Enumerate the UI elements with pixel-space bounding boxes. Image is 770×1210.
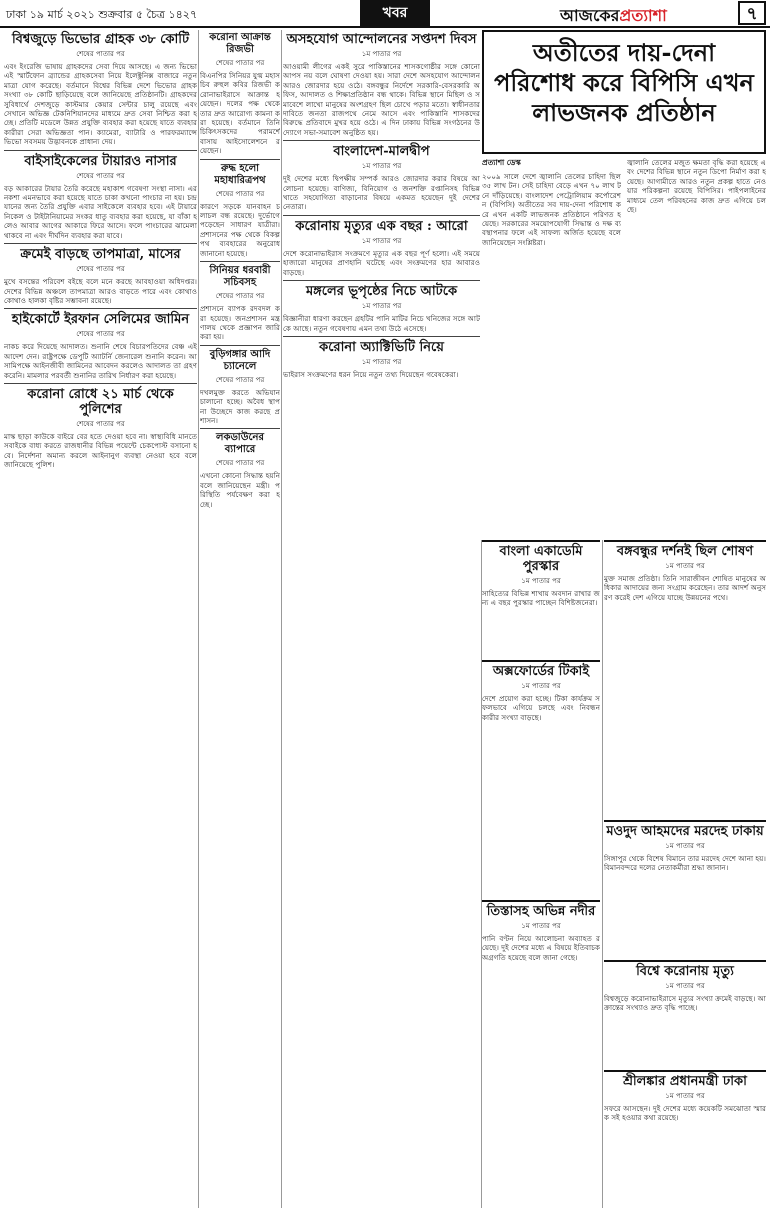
continuation-label: শেষের পাতার পর bbox=[76, 330, 125, 339]
headline-rizvi[interactable]: করোনা আক্রান্ত রিজভী bbox=[209, 32, 271, 55]
newspaper-logo bbox=[560, 3, 667, 30]
article-body: দখলমুক্ত করতে অভিযান চালানো হচ্ছে। অবৈধ স্থাপনা উচ্ছেদে কাজ করছে প্রশাসন। bbox=[200, 387, 280, 425]
headline-mars[interactable]: মঙ্গলের ভূপৃষ্ঠের নিচে আটকে bbox=[283, 280, 480, 299]
continuation-label: ১ম পাতার পর bbox=[665, 982, 705, 990]
article-body: বিএনপির সিনিয়র যুগ্ম মহাসচিব রুহুল কবির রিজভী করোনাভাইরাসে আক্রান্ত হয়েছেন। দলের পক্ষ থেকে তার দ্রুত আরোগ্য কামনা করা হয়েছে। বর্তমানে তিনি চিকিৎসকদের পরামর্শে বাসায় আইসোলেশনে রয়েছেন। bbox=[200, 71, 280, 156]
article-maudud bbox=[604, 820, 766, 962]
headline-irfan[interactable]: হাইকোর্টে ইরফান সেলিমের জামিন bbox=[4, 308, 197, 327]
headline-oxford[interactable]: অক্সফোর্ডের টিকাই bbox=[492, 664, 590, 679]
continuation-label: শেষের পাতার পর bbox=[76, 419, 125, 428]
headline-tista[interactable]: তিস্তাসহ অভিন্ন নদীর bbox=[486, 904, 596, 919]
headline-akademi[interactable]: বাংলা একাডেমি পুরস্কার bbox=[499, 544, 583, 574]
article-body: সফরে আসছেন। দুই দেশের মধ্যে কয়েকটি সমঝোতা স্মারক সই হওয়ার কথা রয়েছে। bbox=[604, 1104, 766, 1123]
continuation-label: শেষের পাতার পর bbox=[76, 50, 125, 58]
column-1 bbox=[4, 30, 197, 1208]
headline-bangabandhu[interactable]: বঙ্গবন্ধুর দর্শনই ছিল শোষণ bbox=[616, 544, 754, 559]
column-2 bbox=[200, 30, 280, 1208]
headline-world-corona[interactable]: বিশ্বে করোনায় মৃত্যু bbox=[636, 964, 734, 979]
article-body: জ্বালানি তেলের মজুত ক্ষমতা বৃদ্ধি করা হয়েছে এবং দেশের বিভিন্ন স্থানে নতুন ডিপো নির্মাণ করা হয়েছে। আগামীতে আরও নতুন প্রকল্প হাতে নেওয়ার পরিকল্পনা রয়েছে বিপিসির। পাইপলাইনের মাধ্যমে তেল পরিবহনের কাজ দ্রুত এগিয়ে চলছে। bbox=[627, 158, 766, 215]
article-body: মুখে বসন্তের পরিবেশ বইছে বলে মনে করছে আবহাওয়া অধিদপ্তর। দেশের বিভিন্ন অঞ্চলে তাপমাত্রা আরও বাড়তে পারে এবং কোথাও কোথাও হালকা বৃষ্টির সম্ভাবনা রয়েছে। bbox=[4, 277, 197, 305]
article-body: সাহিত্যের বিভিন্ন শাখায় অবদান রাখার জন্য এ বছর পুরস্কার পাচ্ছেন বিশিষ্টজনেরা। bbox=[482, 589, 600, 608]
column-divider bbox=[281, 30, 282, 1208]
article-body: প্রশাসনে ব্যাপক রদবদল করা হয়েছে। জনপ্রশাসন মন্ত্রণালয় থেকে প্রজ্ঞাপন জারি করা হয়। bbox=[200, 304, 280, 342]
headline-temperature[interactable]: ক্রমেই বাড়ছে তাপমাত্রা, মাসের bbox=[4, 243, 197, 262]
continuation-label: ১ম পাতার পর bbox=[665, 1092, 705, 1100]
headline-buriganga[interactable]: বুড়িগঙ্গার আদি চ্যানেলে bbox=[200, 345, 280, 373]
column-3 bbox=[283, 30, 480, 1208]
lead-column-left bbox=[482, 158, 621, 538]
continuation-label: ১ম পাতার পর bbox=[361, 162, 402, 171]
lead-headline[interactable]: অতীতের দায়-দেনা পরিশোধ করে বিপিসি এখন লাভজনক প্রতিষ্ঠান bbox=[494, 38, 754, 127]
article-body: দেশে প্রয়োগ করা হচ্ছে। টিকা কার্যক্রম সফলভাবে এগিয়ে চলছে এবং নিবন্ধনকারীর সংখ্যা বাড়ছে। bbox=[482, 694, 600, 722]
headline-vivo[interactable]: বিশ্বজুড়ে ভিভোর গ্রাহক ৩৮ কোটি bbox=[11, 32, 190, 47]
continuation-label: ১ম পাতার পর bbox=[361, 357, 402, 366]
column-divider bbox=[602, 540, 603, 1208]
article-body: দুই দেশের মধ্যে দ্বিপক্ষীয় সম্পর্ক আরও জোরদার করার বিষয়ে আলোচনা হয়েছে। বাণিজ্য, বিনিয়োগ ও জনশক্তি রপ্তানিসহ বিভিন্ন খাতে সহযোগিতা বাড়ানোর বিষয়ে একমত হয়েছেন দুই দেশের নেতারা। bbox=[283, 174, 480, 212]
article-body: কারণে সড়কে যানবাহন চলাচল বন্ধ রয়েছে। দুর্ভোগে পড়েছেন সাধারণ যাত্রীরা। প্রশাসনের পক্ষ থেকে বিকল্প পথ ব্যবহারের অনুরোধ জানানো হয়েছে। bbox=[200, 201, 280, 258]
continuation-label: শেষের পাতার পর bbox=[215, 459, 265, 468]
lead-headline-box bbox=[482, 30, 766, 154]
continuation-label: শেষের পাতার পর bbox=[215, 375, 265, 384]
lead-article bbox=[482, 158, 766, 538]
headline-police[interactable]: করোনা রোধে ২১ মার্চ থেকে পুলিশের bbox=[4, 383, 197, 417]
lead-column-right bbox=[627, 158, 766, 538]
continuation-label: ১ম পাতার পর bbox=[665, 562, 705, 570]
continuation-label: শেষের পাতার পর bbox=[76, 265, 125, 274]
article-body: মুক্ত সমাজ প্রতিষ্ঠা। তিনি সারাজীবন শোষিত মানুষের অধিকার আদায়ের জন্য সংগ্রাম করেছেন। তার আদর্শ অনুসরণ করেই দেশ এগিয়ে যাচ্ছে উন্নয়নের পথে। bbox=[604, 574, 766, 602]
headline-secretary[interactable]: সিনিয়র ধরবারী সচিবসহ bbox=[200, 261, 280, 289]
article-body: পানি বণ্টন নিয়ে আলোচনা অব্যাহত রয়েছে। দুই দেশের মধ্যে এ বিষয়ে ইতিবাচক অগ্রগতি হয়েছে বলে জানা গেছে। bbox=[482, 934, 600, 962]
brand-prefix: আজকের bbox=[560, 6, 620, 25]
article-world-corona bbox=[604, 960, 766, 1072]
article-tista bbox=[482, 900, 600, 1208]
headline-srilanka[interactable]: শ্রীলঙ্কার প্রধানমন্ত্রী ঢাকা bbox=[623, 1074, 747, 1089]
continuation-label: শেষের পাতার পর bbox=[76, 171, 125, 180]
section-label: খবর bbox=[360, 0, 430, 26]
headline-lockdown[interactable]: লকডাউনের ব্যাপারে bbox=[200, 428, 280, 456]
byline: প্রত্যাশা ডেস্ক bbox=[482, 158, 521, 167]
headline-corona-activity[interactable]: করোনা অ্যাক্টিভিটি নিয়ে bbox=[283, 336, 480, 355]
continuation-label: ১ম পাতার পর bbox=[361, 236, 402, 245]
article-body: বিজ্ঞানীরা ধারণা করছেন গ্রহটির পানি মাটির নিচে খনিজের সঙ্গে আটকে আছে। নতুন গবেষণায় এমন তথ্য উঠে এসেছে। bbox=[283, 314, 480, 333]
continuation-label: ১ম পাতার পর bbox=[361, 302, 402, 311]
article-body: মাস্ক ছাড়া কাউকে বাইরে বের হতে দেওয়া হবে না। স্বাস্থ্যবিধি মানতে সবাইকে বাধ্য করতে রাজধানীর বিভিন্ন পয়েন্টে চেকপোস্ট বসানো হবে। নির্দেশনা অমান্য করলে আইনানুগ ব্যবস্থা নেওয়া হবে বলে জানিয়েছে পুলিশ। bbox=[4, 431, 197, 470]
article-body: দেশে করোনাভাইরাস সংক্রমণে মৃত্যুর এক বছর পূর্ণ হলো। এই সময়ে হাজারো মানুষের প্রাণহানি ঘটেছে এবং সংক্রমণের হার আবারও বাড়ছে। bbox=[283, 248, 480, 277]
article-body: সিঙ্গাপুর থেকে বিশেষ বিমানে তার মরদেহ দেশে আনা হয়। বিমানবন্দরে দলের নেতাকর্মীরা শ্রদ্ধা জানান। bbox=[604, 854, 766, 873]
article-akademi bbox=[482, 540, 600, 662]
issue-date: ঢাকা ১৯ মার্চ ২০২১ শুক্রবার ৫ চৈত্র ১৪২৭ bbox=[6, 8, 198, 21]
headline-maldives[interactable]: বাংলাদেশ-মালদ্বীপ bbox=[283, 140, 480, 159]
masthead bbox=[0, 0, 770, 28]
continuation-label: শেষের পাতার পর bbox=[215, 59, 265, 67]
headline-noncooperation[interactable]: অসহযোগ আন্দোলনের সপ্তদশ দিবস bbox=[286, 32, 477, 47]
article-srilanka bbox=[604, 1070, 766, 1208]
continuation-label: ১ম পাতার পর bbox=[521, 577, 561, 585]
article-body: আওয়ামী লীগের একই সুরে পাকিস্তানের শাসকগোষ্ঠীর সঙ্গে কোনো আপস নয় বলে ঘোষণা দেওয়া হয়। সারা দেশে অসহযোগ আন্দোলন আরও জোরদার হয়ে ওঠে। বঙ্গবন্ধুর নির্দেশে সরকারি-বেসরকারি অফিস, আদালত ও শিক্ষাপ্রতিষ্ঠান বন্ধ থাকে। বিভিন্ন স্থানে মিছিল ও সমাবেশে লাখো মানুষের অংশগ্রহণ ছিল চোখে পড়ার মতো। স্বাধীনতার দাবিতে জনতা রাজপথে নেমে আসে এবং পাকিস্তানি শাসকদের বিরুদ্ধে প্রতিবাদে মুখর হয়ে ওঠে। এ দিন ঢাকায় বিভিন্ন সংগঠনের উদ্যোগে সভা-সমাবেশ অনুষ্ঠিত হয়। bbox=[283, 62, 480, 137]
headline-maudud[interactable]: মওদুদ আহমদের মরদেহ ঢাকায় bbox=[606, 824, 764, 839]
article-body: ভাইরাস সংক্রমণের ধরন নিয়ে নতুন তথ্য দিয়েছেন গবেষকেরা। bbox=[283, 369, 459, 379]
article-body: বড় আকারের টায়ার তৈরি করেছে মহাকাশ গবেষণা সংস্থা নাসা। এর নকশা এমনভাবে করা হয়েছে যাতে চাকা কখনো পাংচার না হয়। চন্দ্রযানের জন্য তৈরি প্রযুক্তি এবার সাইকেলে ব্যবহার হবে। এই টায়ারে নিকেল ও টাইটানিয়ামের সংকর ধাতু ব্যবহার করা হয়েছে, যা বাঁকা হলেও আবার আগের আকারে ফিরে আসে। ফলে পাংচারের ঝামেলা থাকবে না এবং দীর্ঘদিন ব্যবহার করা যাবে। bbox=[4, 183, 197, 240]
article-oxford bbox=[482, 660, 600, 902]
continuation-label: ১ম পাতার পর bbox=[665, 842, 705, 850]
brand-accent: প্রত্যাশা bbox=[619, 6, 667, 25]
article-body: বিশ্বজুড়ে করোনাভাইরাসে মৃত্যুর সংখ্যা ক্রমেই বাড়ছে। আক্রান্তের সংখ্যাও দ্রুত বৃদ্ধি পাচ্ছে। bbox=[604, 994, 766, 1013]
continuation-label: ১ম পাতার পর bbox=[521, 922, 561, 930]
article-body: ২০০৯ সালে দেশে জ্বালানি তেলের চাহিদা ছিল ৩৫ লাখ টন। সেই চাহিদা বেড়ে এখন ৭০ লাখ টনে দাঁড়িয়েছে। বাংলাদেশ পেট্রোলিয়াম কর্পোরেশন (বিপিসি) অতীতের সব দায়-দেনা পরিশোধ করে এখন একটি লাভজনক প্রতিষ্ঠানে পরিণত হয়েছে। সরকারের সময়োপযোগী সিদ্ধান্ত ও দক্ষ ব্যবস্থাপনার ফলে এই সাফল্য অর্জিত হয়েছে বলে জানিয়েছেন সংশ্লিষ্টরা। bbox=[482, 172, 621, 247]
continuation-label: শেষের পাতার পর bbox=[215, 292, 265, 301]
continuation-label: শেষের পাতার পর bbox=[215, 189, 265, 198]
article-body: এবং ইংরেজি ভাষায় গ্রাহকদের সেবা দিয়ে আসছে। এ জন্য ভিভো এই স্মার্টফোন ব্র্যান্ডের গ্রাহকসেবা নিয়ে ইলেক্ট্রনিক্স বাজারে নতুন মাত্রা যোগ করেছে। বর্তমানে বিশ্বের বিভিন্ন দেশে ভিভোর গ্রাহক সংখ্যা ৩৮ কোটি ছাড়িয়েছে বলে জানিয়েছে প্রতিষ্ঠানটি। গ্রাহকদের সুবিধার্থে দেশজুড়ে কাস্টমার কেয়ার সেন্টার চালু রয়েছে এবং সেখানে অভিজ্ঞ টেকনিশিয়ানদের মাধ্যমে দ্রুত সেবা নিশ্চিত করা হচ্ছে। প্রতিটি মডেলে উন্নত প্রযুক্তি ব্যবহার করা হয়েছে যাতে ব্যবহারকারীরা সেরা অভিজ্ঞতা পান। ক্যামেরা, ব্যাটারি ও পারফরম্যান্সে ভিভো সবসময় উদ্ভাবনকে প্রাধান্য দেয়। bbox=[4, 62, 197, 147]
headline-road[interactable]: রুদ্ধ হলো মহাধারিত্রপথ bbox=[200, 159, 280, 187]
headline-nasa[interactable]: বাইসাইকেলের টায়ারও নাসার bbox=[4, 150, 197, 169]
article-body: নাকচ করে দিয়েছে আদালত। শুনানি শেষে বিচারপতিদের বেঞ্চ এই আদেশ দেন। রাষ্ট্রপক্ষে ডেপুটি অ্যাটর্নি জেনারেল শুনানি করেন। আসামিপক্ষে আইনজীবী জামিনের আবেদন করলেও আদালত তা গ্রহণ করেনি। মামলার পরবর্তী শুনানির তারিখ নির্ধারণ করা হয়েছে। bbox=[4, 342, 197, 380]
article-body: এখনো কোনো সিদ্ধান্ত হয়নি বলে জানিয়েছেন মন্ত্রী। পরিস্থিতি পর্যবেক্ষণ করা হচ্ছে। bbox=[200, 471, 280, 509]
continuation-label: ১ম পাতার পর bbox=[361, 50, 402, 58]
page-number: ৭ bbox=[738, 1, 766, 25]
column-divider bbox=[198, 30, 199, 1208]
continuation-label: ১ম পাতার পর bbox=[521, 682, 561, 690]
article-bangabandhu bbox=[604, 540, 766, 822]
headline-corona-year[interactable]: করোনায় মৃত্যুর এক বছর : আরো bbox=[283, 215, 480, 234]
